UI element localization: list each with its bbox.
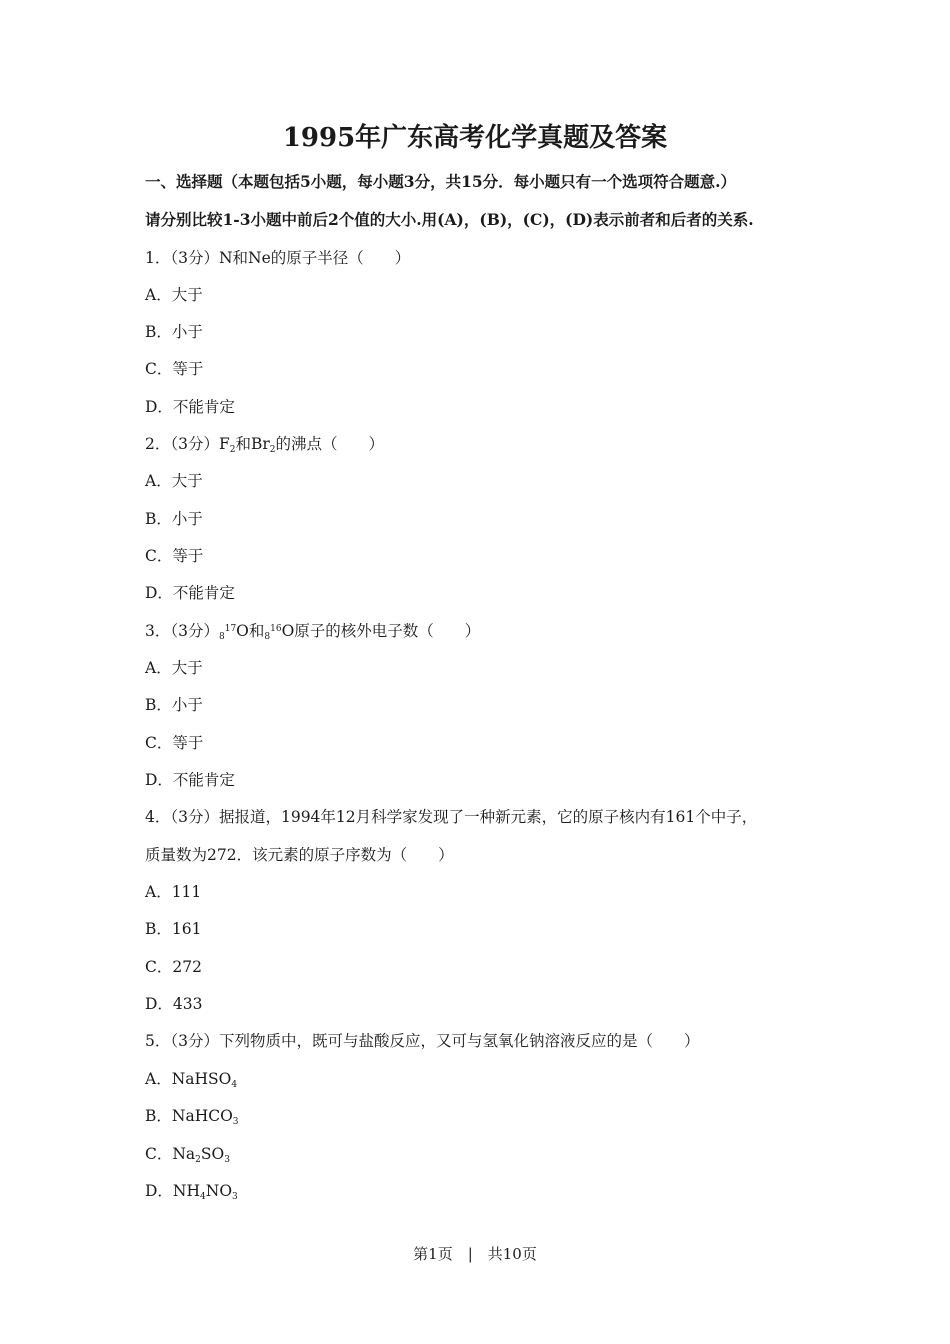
question-2-suffix: 的沸点（ ） (275, 435, 385, 453)
option-text: SO (200, 1145, 225, 1163)
subscript: 2 (195, 1155, 201, 1165)
question-5-stem: 5．（3分）下列物质中，既可与盐酸反应，又可与氢氧化钠溶液反应的是（ ） (145, 1032, 700, 1050)
question-1-option-b: B．小于 (145, 323, 203, 341)
question-1-option-d: D．不能肯定 (145, 398, 235, 416)
question-2-option-b: B．小于 (145, 510, 203, 528)
mass-number: 17 (224, 624, 237, 634)
question-5-option-c (145, 1142, 230, 1166)
question-4-option-b: B．161 (145, 920, 202, 938)
atomic-number: 8 (218, 632, 225, 642)
question-5-option-d (145, 1179, 238, 1203)
question-2-option-a: A．大于 (145, 472, 203, 490)
option-text: NO (205, 1182, 233, 1200)
question-5-option-b (145, 1104, 239, 1128)
question-3-option-d: D．不能肯定 (145, 771, 235, 789)
question-3-prefix: 3．（3分） (145, 622, 219, 640)
question-3-option-a: A．大于 (145, 659, 203, 677)
subscript: 2 (269, 445, 276, 455)
page-footer: 第1页 | 共10页 (413, 1245, 537, 1263)
question-2-option-d: D．不能肯定 (145, 584, 235, 602)
section-heading: 一、选择题（本题包括5小题，每小题3分，共15分．每小题只有一个选项符合题意.） (145, 172, 737, 191)
question-4-option-a: A．111 (145, 883, 202, 901)
question-4-option-d: D．433 (145, 995, 203, 1013)
question-2-stem (145, 432, 384, 456)
option-text: A．NaHSO (145, 1070, 232, 1088)
question-4-stem-line-2: 质量数为272．该元素的原子序数为（ ） (145, 846, 454, 864)
instruction-text: 请分别比较1-3小题中前后2个值的大小.用(A)，(B)，(C)，(D)表示前者和后者的关系. (145, 210, 754, 229)
question-2-option-c: C．等于 (145, 547, 204, 565)
option-text: B．NaHCO (145, 1107, 233, 1125)
subscript: 3 (232, 1192, 238, 1202)
subscript: 3 (224, 1155, 230, 1165)
question-3-option-c: C．等于 (145, 734, 204, 752)
subscript: 3 (232, 1117, 239, 1127)
question-2-mid: 和Br (235, 435, 270, 453)
page-title: 1995年广东高考化学真题及答案 (282, 123, 668, 153)
subscript: 2 (229, 445, 236, 455)
question-4-option-c: C．272 (145, 958, 202, 976)
mass-number: 16 (270, 624, 282, 634)
option-text: C．Na (145, 1145, 196, 1163)
question-4-stem-line-1: 4．（3分）据报道，1994年12月科学家发现了一种新元素，它的原子核内有161个中子， (145, 808, 758, 826)
atomic-number: 8 (264, 632, 271, 642)
option-text: D．NH (145, 1182, 201, 1200)
question-5-option-a (145, 1067, 237, 1091)
subscript: 4 (200, 1192, 206, 1202)
question-3-option-b: B．小于 (145, 696, 203, 714)
question-1-option-c: C．等于 (145, 360, 204, 378)
question-3-element-1: O和 (236, 622, 265, 640)
question-1-stem: 1．（3分）N和Ne的原子半径（ ） (145, 249, 411, 267)
subscript: 4 (231, 1080, 238, 1090)
question-2-prefix: 2．（3分）F (145, 435, 230, 453)
question-3-suffix: O原子的核外电子数（ ） (281, 622, 481, 640)
question-3-stem (145, 619, 480, 643)
question-1-option-a: A．大于 (145, 286, 203, 304)
